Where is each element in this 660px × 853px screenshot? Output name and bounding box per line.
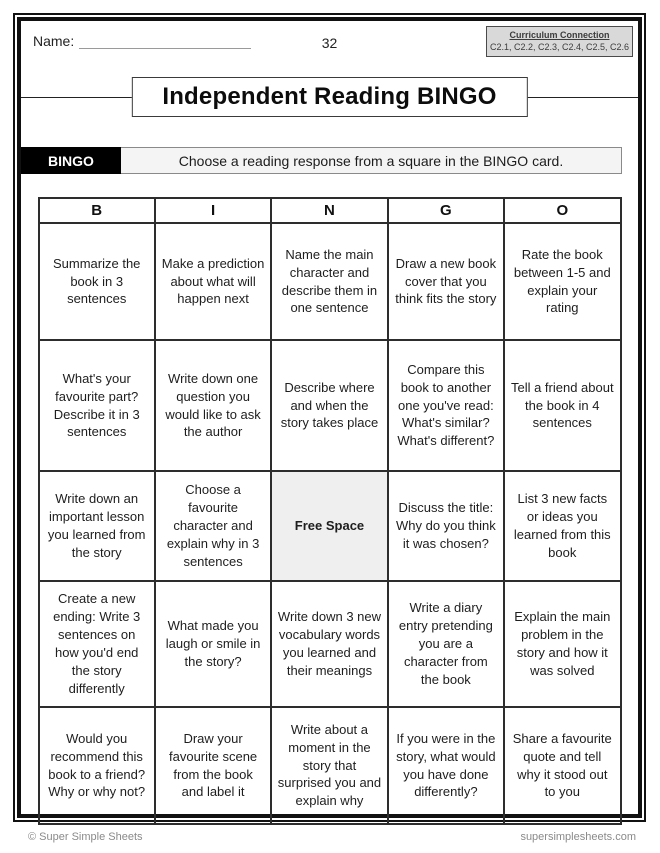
bingo-cell: Compare this book to another one you've read: What's similar? What's different? <box>388 340 504 471</box>
page-title: Independent Reading BINGO <box>131 77 527 117</box>
bingo-cell: Would you recommend this book to a friend? Why or why not? <box>39 707 155 824</box>
page-number: 32 <box>321 35 338 51</box>
bingo-cell: If you were in the story, what would you have done differently? <box>388 707 504 824</box>
bingo-header-g: G <box>388 198 504 223</box>
copyright-text: © Super Simple Sheets <box>28 831 143 843</box>
bingo-cell: Share a favourite quote and tell why it stood out to you <box>504 707 620 824</box>
bingo-row <box>39 340 621 471</box>
bingo-header-i: I <box>155 198 271 223</box>
website-text: supersimplesheets.com <box>520 831 636 843</box>
curriculum-codes: C2.1, C2.2, C2.3, C2.4, C2.5, C2.6 <box>489 42 630 52</box>
curriculum-connection-box <box>486 26 633 57</box>
bingo-label: BINGO <box>21 147 121 174</box>
bingo-cell: Choose a favourite character and explain why in 3 sentences <box>155 471 271 581</box>
bingo-cell: Write down 3 new vocabulary words you learned and their meanings <box>271 581 387 707</box>
instruction-bar <box>21 147 622 174</box>
bingo-header-b: B <box>39 198 155 223</box>
curriculum-title: Curriculum Connection <box>509 30 610 40</box>
bingo-header-o: O <box>504 198 620 223</box>
bingo-cell: What made you laugh or smile in the story? <box>155 581 271 707</box>
bingo-free-space-cell: Free Space <box>271 471 387 581</box>
bingo-cell: What's your favourite part? Describe it in 3 sentences <box>39 340 155 471</box>
bingo-header-row <box>39 198 621 223</box>
bingo-cell: Tell a friend about the book in 4 sentences <box>504 340 620 471</box>
bingo-cell: Write a diary entry pretending you are a character from the book <box>388 581 504 707</box>
bingo-cell: Write down an important lesson you learned from the story <box>39 471 155 581</box>
title-band <box>21 71 638 123</box>
bingo-cell: Draw a new book cover that you think fits the story <box>388 223 504 340</box>
bingo-cell: Summarize the book in 3 sentences <box>39 223 155 340</box>
page-frame <box>13 13 646 822</box>
instruction-text: Choose a reading response from a square in the BINGO card. <box>121 147 622 174</box>
bingo-row <box>39 223 621 340</box>
bingo-cell: Create a new ending: Write 3 sentences on how you'd end the story differently <box>39 581 155 707</box>
bingo-cell: Write down one question you would like to ask the author <box>155 340 271 471</box>
bingo-cell: Describe where and when the story takes place <box>271 340 387 471</box>
bingo-header-n: N <box>271 198 387 223</box>
bingo-row <box>39 471 621 581</box>
bingo-cell: Write about a moment in the story that surprised you and explain why <box>271 707 387 824</box>
bingo-cell: Discuss the title: Why do you think it was chosen? <box>388 471 504 581</box>
bingo-cell: List 3 new facts or ideas you learned from this book <box>504 471 620 581</box>
page-frame-inner <box>17 17 642 818</box>
top-row <box>21 21 638 67</box>
bingo-cell: Rate the book between 1-5 and explain your rating <box>504 223 620 340</box>
bingo-cell: Draw your favourite scene from the book and label it <box>155 707 271 824</box>
bingo-row <box>39 581 621 707</box>
footer <box>0 831 660 847</box>
name-label: Name: <box>33 33 75 49</box>
bingo-row <box>39 707 621 824</box>
bingo-grid <box>38 197 622 825</box>
bingo-cell: Name the main character and describe them in one sentence <box>271 223 387 340</box>
bingo-cell: Explain the main problem in the story and how it was solved <box>504 581 620 707</box>
bingo-cell: Make a prediction about what will happen next <box>155 223 271 340</box>
